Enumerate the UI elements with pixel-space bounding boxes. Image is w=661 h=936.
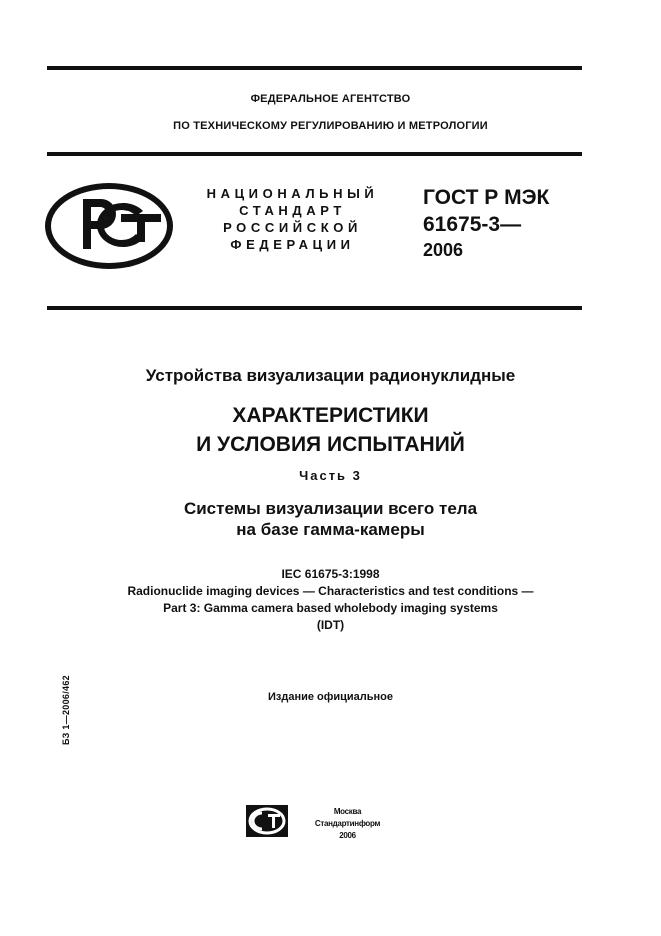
publisher-info [305, 806, 390, 842]
part-title [0, 498, 661, 540]
iec-reference [0, 566, 661, 634]
standard-year: 2006 [423, 240, 464, 260]
document-subtitle [0, 401, 661, 459]
header-rule [47, 152, 582, 156]
designation-rule [47, 306, 582, 310]
side-code: БЗ 1—2006/462 [61, 675, 71, 745]
document-title: Устройства визуализации радионуклидные [145, 366, 516, 385]
standard-code-line-2: 61675-3— [423, 213, 522, 236]
nat-line-2: СТАНДАРТ [239, 203, 346, 218]
iec-title-line-2: Part 3: Gamma camera based wholebody imaging systems [163, 601, 498, 615]
iec-idt: (IDT) [316, 618, 345, 632]
nat-line-1: НАЦИОНАЛЬНЫЙ [206, 186, 379, 201]
iec-title-line-1: Radionuclide imaging devices — Characteristics and test conditions — [127, 584, 534, 598]
top-rule [47, 66, 582, 70]
iec-code: IEC 61675-3:1998 [281, 567, 380, 581]
publisher-name: Стандартинформ [314, 819, 381, 828]
standard-designation [423, 184, 549, 262]
part-title-line-1: Системы визуализации всего тела [183, 499, 478, 518]
standartinform-logo-icon [246, 805, 288, 837]
nat-line-4: ФЕДЕРАЦИИ [230, 237, 355, 252]
subtitle-line-2: И УСЛОВИЯ ИСПЫТАНИЙ [196, 433, 465, 456]
gost-r-logo-icon [43, 181, 175, 271]
agency-line-2: ПО ТЕХНИЧЕСКОМУ РЕГУЛИРОВАНИЮ И МЕТРОЛОГИИ [173, 120, 488, 132]
agency-line-1: ФЕДЕРАЛЬНОЕ АГЕНТСТВО [250, 93, 411, 105]
subtitle-line-1: ХАРАКТЕРИСТИКИ [232, 404, 429, 427]
national-standard-label [200, 185, 385, 253]
part-title-line-2: на базе гамма-камеры [236, 520, 425, 539]
part-number: Часть 3 [299, 468, 362, 483]
publisher-year: 2006 [339, 831, 356, 840]
publisher-city: Москва [333, 807, 362, 816]
edition-label: Издание официальное [267, 691, 394, 703]
standard-code-line-1: ГОСТ Р МЭК [423, 186, 550, 209]
nat-line-3: РОССИЙСКОЙ [223, 220, 362, 235]
